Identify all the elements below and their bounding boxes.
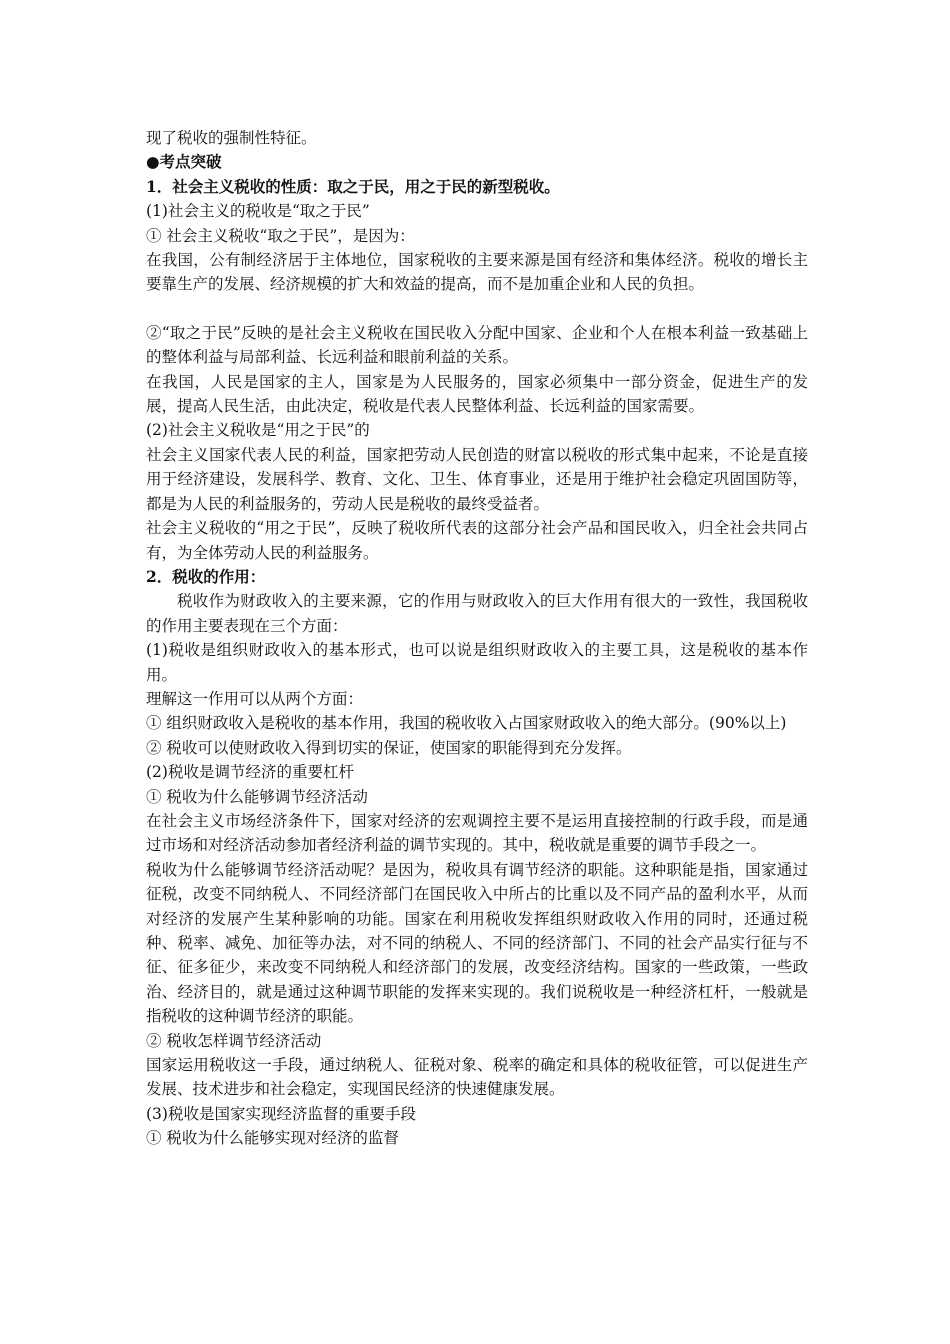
paragraph: 税收为什么能够调节经济活动呢？是因为，税收具有调节经济的职能。这种职能是指，国家通过征税，改变不同纳税人、不同经济部门在国民收入中所占的比重以及不同产品的盈利水平，从而对经济的发展产生某种影响的功能。国家在利用税收发挥组织财政收入作用的同时，还通过税种、税率、减免、加征等办法，对不同的纳税人、不同的经济部门、不同的社会产品实行征与不征、征多征少，来改变不同纳税人和经济部门的发展，改变经济结构。国家的一些政策，一些政治、经济目的，就是通过这种调节职能的发挥来实现的。我们说税收是一种经济杠杆，一般就是指税收的这种调节经济的职能。: [146, 860, 808, 1026]
list-item: ① 税收为什么能够实现对经济的监督: [146, 1129, 399, 1148]
subheading: (3)税收是国家实现经济监督的重要手段: [146, 1104, 416, 1123]
paragraph: 税收作为财政收入的主要来源，它的作用与财政收入的巨大作用有很大的一致性，我国税收的作用主要表现在三个方面：: [146, 592, 808, 635]
paragraph: ②“取之于民”反映的是社会主义税收在国民收入分配中国家、企业和个人在根本利益一致基础上的整体利益与局部利益、长远利益和眼前利益的关系。: [146, 323, 808, 367]
section-heading: ●考点突破: [146, 152, 222, 172]
subheading: (1)社会主义的税收是“取之于民”: [146, 202, 370, 221]
paragraph: 在我国，公有制经济居于主体地位，国家税收的主要来源是国有经济和集体经济。税收的增长主要靠生产的发展、经济规模的扩大和效益的提高，而不是加重企业和人民的负担。: [146, 251, 808, 294]
document-page: [146, 126, 808, 1151]
subheading: (2)税收是调节经济的重要杠杆: [146, 763, 354, 782]
topic-heading-2: 2．税收的作用：: [146, 566, 266, 586]
paragraph: 社会主义国家代表人民的利益，国家把劳动人民创造的财富以税收的形式集中起来，不论是直接用于经济建设，发展科学、教育、文化、卫生、体育事业，还是用于维护社会稳定巩固国防等，都是为人民的利益服务的，劳动人民是税收的最终受益者。: [146, 445, 808, 513]
blank-line: [146, 297, 808, 321]
list-item: ② 税收怎样调节经济活动: [146, 1031, 322, 1050]
list-item: ① 税收为什么能够调节经济活动: [146, 787, 368, 806]
paragraph: (1)税收是组织财政收入的基本形式，也可以说是组织财政收入的主要工具，这是税收的基本作用。: [146, 641, 808, 684]
paragraph: 国家运用税收这一手段，通过纳税人、征税对象、税率的确定和具体的税收征管，可以促进生产发展、技术进步和社会稳定，实现国民经济的快速健康发展。: [146, 1056, 808, 1099]
subheading: (2)社会主义税收是“用之于民”的: [146, 421, 370, 440]
paragraph: 在我国，人民是国家的主人，国家是为人民服务的，国家必须集中一部分资金，促进生产的发展，提高人民生活，由此决定，税收是代表人民整体利益、长远利益的国家需要。: [146, 372, 808, 416]
list-item: ② 税收可以使财政收入得到切实的保证，使国家的职能得到充分发挥。: [146, 738, 632, 757]
topic-heading-1: 1．社会主义税收的性质：取之于民，用之于民的新型税收。: [146, 176, 560, 196]
text-line: 理解这一作用可以从两个方面：: [146, 689, 364, 708]
paragraph: 社会主义税收的“用之于民”，反映了税收所代表的这部分社会产品和国民收入，归全社会共同占有，为全体劳动人民的利益服务。: [146, 519, 808, 562]
text-line: 现了税收的强制性特征。: [146, 129, 317, 147]
paragraph: 在社会主义市场经济条件下，国家对经济的宏观调控主要不是运用直接控制的行政手段，而是通过市场和对经济活动参加者经济利益的调节实现的。其中，税收就是重要的调节手段之一。: [146, 811, 808, 855]
list-item: ① 社会主义税收“取之于民”，是因为：: [146, 226, 415, 245]
list-item: ① 组织财政收入是税收的基本作用，我国的税收收入占国家财政收入的绝大部分。(90%以上): [146, 714, 787, 733]
